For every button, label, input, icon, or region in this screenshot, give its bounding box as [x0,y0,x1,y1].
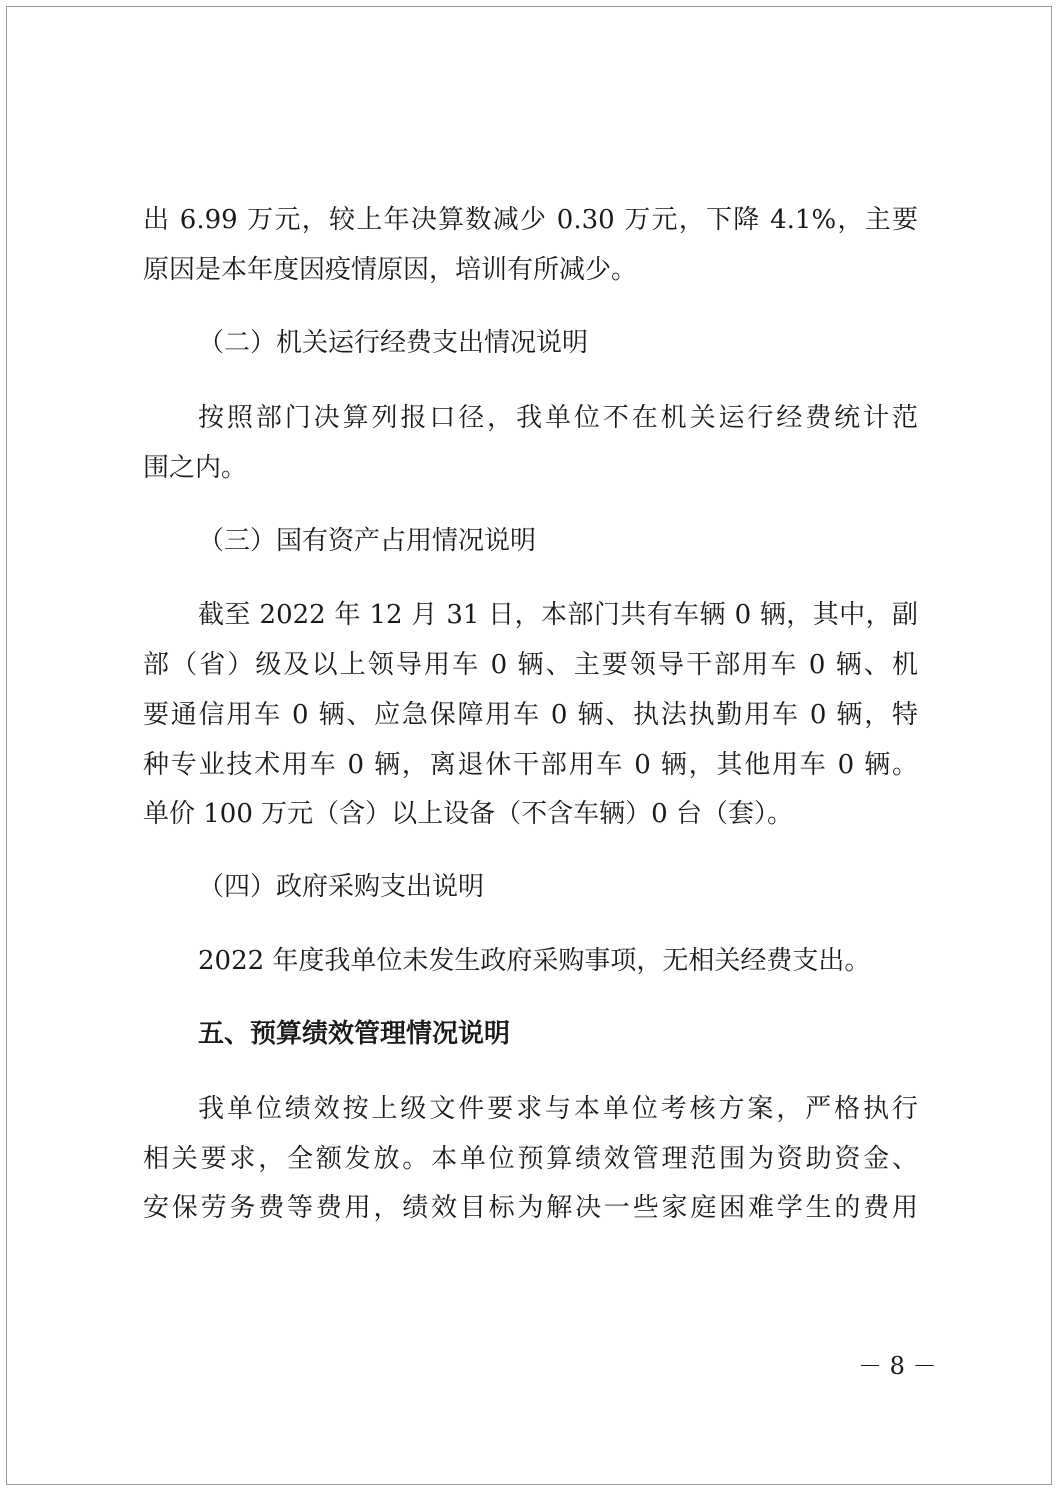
paragraph-line: 相关要求，全额发放。本单位预算绩效管理范围为资助资金、 [143,1144,918,1174]
paragraph-line: 截至 2022 年 12 月 31 日，本部门共有车辆 0 辆，其中，副 [198,600,918,630]
paragraph-line: 围之内。 [143,453,248,483]
paragraph-line: 按照部门决算列报口径，我单位不在机关运行经费统计范 [198,403,918,433]
paragraph-line: 我单位绩效按上级文件要求与本单位考核方案，严格执行 [198,1094,918,1124]
paragraph-line: 安保劳务费等费用，绩效目标为解决一些家庭困难学生的费用 [143,1193,918,1223]
paragraph-line: 单价 100 万元（含）以上设备（不含车辆）0 台（套）。 [143,799,793,829]
section-heading-2: （二）机关运行经费支出情况说明 [198,328,589,358]
paragraph-line: 要通信用车 0 辆、应急保障用车 0 辆、执法执勤用车 0 辆，特 [143,700,918,730]
paragraph-line: 部（省）级及以上领导用车 0 辆、主要领导干部用车 0 辆、机 [143,650,918,680]
paragraph-line: 原因是本年度因疫情原因，培训有所减少。 [143,255,638,285]
section-heading-4: （四）政府采购支出说明 [198,872,485,902]
paragraph-line: 出 6.99 万元，较上年决算数减少 0.30 万元，下降 4.1%，主要 [143,205,918,235]
section-heading-5: 五、预算绩效管理情况说明 [198,1019,511,1049]
paragraph-line: 2022 年度我单位未发生政府采购事项，无相关经费支出。 [198,946,871,976]
paragraph-line: 种专业技术用车 0 辆，离退休干部用车 0 辆，其他用车 0 辆。 [143,750,918,780]
section-heading-3: （三）国有资产占用情况说明 [198,526,537,556]
page-number: － 8 － [858,1352,937,1380]
